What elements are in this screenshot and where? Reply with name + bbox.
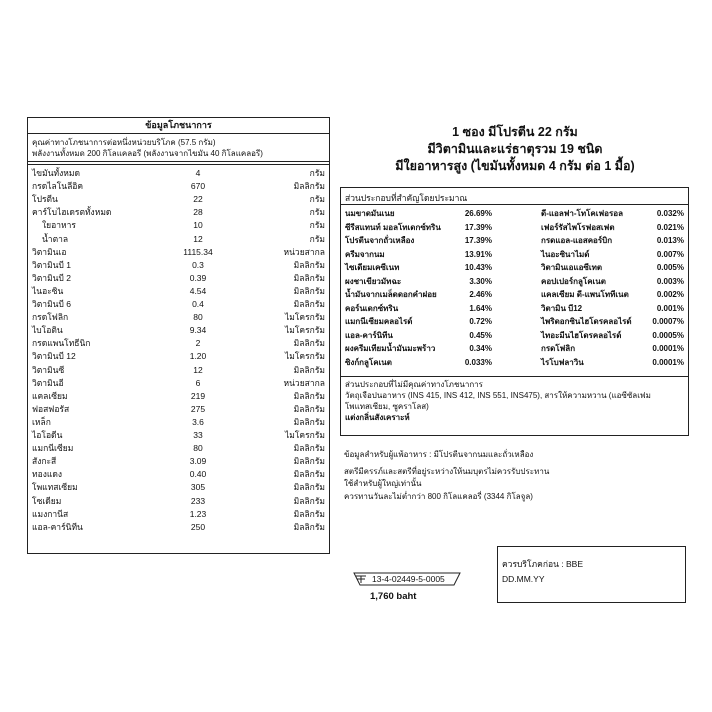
nutrient-unit: มิลลิกรัม	[293, 403, 325, 414]
nutrient-value: 9.34	[189, 325, 207, 336]
nutrient-row	[28, 273, 329, 284]
vitamin-claim: มีวิตามินและแร่ธาตุรวม 19 ชนิด	[427, 142, 603, 156]
nutrient-name: วิตามินบี 6	[32, 299, 71, 309]
energy-total: พลังงานทั้งหมด 200 กิโลแคลอรี (พลังงานจากไขมัน 40 กิโลแคลอรี)	[32, 149, 263, 158]
nutrient-value: 80	[193, 312, 203, 323]
ingredient-percent: 13.91%	[464, 249, 492, 259]
ingredient-name: ซิงก์กลูโคเนต	[345, 357, 392, 367]
nutrient-name: โปรตีน	[32, 194, 58, 205]
ingredient-percent: 0.34%	[469, 344, 492, 353]
bbe-label: ควรบริโภคก่อน : BBE	[502, 559, 583, 569]
nutrient-unit: มิลลิกรัม	[293, 390, 325, 401]
protein-claim: 1 ซอง มีโปรตีน 22 กรัม	[452, 125, 578, 139]
nutrient-value: 1.23	[189, 508, 207, 519]
flavoring-line: แต่งกลิ่นสังเคราะห์	[345, 413, 410, 422]
nutrient-value: 28	[193, 207, 203, 218]
ingredient-percent: 0.45%	[469, 330, 492, 340]
nutrient-row	[28, 417, 329, 428]
ingredient-percent: 10.43%	[464, 263, 492, 272]
nutrient-name: แมกนีเซียม	[32, 443, 74, 454]
nutrient-name: วิตามินเอ	[32, 246, 67, 257]
nutrient-row	[28, 456, 329, 467]
ingredient-name: ผงชาเขียวมัทฉะ	[345, 276, 402, 286]
nutrient-value: 2	[195, 338, 201, 349]
nutrient-name: แคลเซียม	[32, 390, 68, 401]
nutrient-value: 0.3	[192, 259, 204, 270]
ingredient-name: ครีมจากนม	[345, 249, 385, 259]
nutrient-row	[28, 325, 329, 336]
ingredient-row	[345, 343, 492, 355]
nutrient-unit: มิลลิกรัม	[293, 416, 325, 427]
nutrient-row	[28, 509, 329, 520]
ingredient-percent: 26.69%	[464, 209, 492, 218]
ingredient-row	[345, 303, 492, 315]
adults-only: ใช้สำหรับผู้ใหญ่เท่านั้น	[344, 479, 422, 488]
ingredient-row	[541, 235, 684, 247]
nutrient-name: ไนอะซิน	[32, 285, 64, 296]
ingredient-row	[345, 357, 492, 369]
ingredients-box	[340, 187, 689, 436]
ingredient-name: วิตามินเอแอซีเทต	[541, 263, 603, 272]
nutrient-unit: กรัม	[309, 233, 325, 244]
ingredient-row	[541, 249, 684, 261]
ingredient-name: ไนอะซินาไมด์	[541, 249, 590, 259]
bbe-date: DD.MM.YY	[502, 574, 545, 584]
ingredient-row	[541, 222, 684, 234]
ingredient-row	[345, 276, 492, 288]
nutrient-unit: มิลลิกรัม	[293, 508, 325, 519]
nutrient-value: 0.4	[192, 299, 204, 309]
nutrient-row	[28, 482, 329, 493]
divider	[341, 204, 688, 205]
ingredient-row	[541, 262, 684, 274]
nutrient-value: 80	[193, 443, 203, 454]
nutrient-name: แอล-คาร์นิทีน	[32, 521, 83, 532]
nutrient-unit: มิลลิกรัม	[293, 285, 325, 296]
nutrient-unit: มิลลิกรัม	[293, 181, 325, 192]
ingredient-percent: 0.033%	[464, 357, 492, 367]
ingredient-percent: 0.002%	[656, 290, 684, 299]
ingredient-row	[541, 276, 684, 288]
nutrient-value: 250	[190, 521, 206, 532]
nutrient-unit: หน่วยสากล	[283, 377, 325, 388]
ingredient-name: เฟอร์รัสไพโรฟอสเฟต	[541, 222, 615, 232]
nutrient-name: เหล็ก	[32, 416, 51, 427]
nutrient-value: 0.40	[189, 469, 207, 480]
other-ingredients-title: ส่วนประกอบที่ไม่มีคุณค่าทางโภชนาการ	[345, 380, 483, 389]
other-ingredients	[345, 379, 651, 423]
ingredient-row	[541, 208, 684, 220]
nutrient-unit: มิลลิกรัม	[293, 272, 325, 283]
ingredient-percent: 0.021%	[656, 222, 684, 232]
ingredient-row	[345, 235, 492, 247]
fiber-claim: มีใยอาหารสูง (ไขมันทั้งหมด 4 กรัม ต่อ 1 มื้อ)	[395, 159, 635, 173]
ingredient-percent: 0.0007%	[652, 317, 684, 326]
ingredient-percent: 0.032%	[656, 209, 684, 218]
serving-info	[32, 137, 263, 159]
nutrient-row	[28, 181, 329, 192]
nutrient-name: น้ำตาล	[42, 233, 69, 244]
pregnancy-warning: สตรีมีครรภ์และสตรีที่อยู่ระหว่างให้นมบุตรไม่ควรรับประทาน	[344, 466, 550, 476]
nutrient-value: 219	[190, 390, 206, 401]
ingredient-percent: 17.39%	[464, 236, 492, 245]
ingredient-name: นมขาดมันเนย	[345, 209, 395, 218]
nutrient-value: 3.6	[192, 416, 204, 427]
nutrient-row	[28, 247, 329, 258]
nutrient-name: วิตามินซี	[32, 364, 65, 375]
nutrient-unit: ไมโครกรัม	[284, 325, 325, 336]
nutrient-unit: มิลลิกรัม	[293, 495, 325, 506]
best-before-box	[497, 546, 686, 603]
nutrient-value: 4	[195, 168, 201, 178]
nutrient-value: 1.20	[189, 351, 207, 362]
nutrient-value: 12	[193, 233, 203, 244]
nutrient-unit: กรัม	[309, 220, 325, 231]
nutrient-value: 233	[190, 495, 206, 506]
divider	[28, 164, 329, 165]
nutrient-unit: กรัม	[309, 194, 325, 205]
ingredient-name: ไทอะมีนไฮโดรคลอไรด์	[541, 330, 622, 340]
nutrient-row	[28, 194, 329, 205]
ingredient-name: แคลเซียม ดี-แพนโททีเนต	[541, 290, 629, 299]
nutrient-name: ไขมันทั้งหมด	[32, 168, 80, 178]
ingredient-percent: 0.72%	[469, 317, 492, 326]
ingredient-name: กรดโฟลิก	[541, 344, 576, 353]
nutrient-row	[28, 496, 329, 507]
nutrient-row	[28, 168, 329, 179]
nutrient-value: 4.54	[189, 285, 207, 296]
nutrient-row	[28, 299, 329, 310]
nutrient-row	[28, 312, 329, 323]
ingredient-row	[541, 330, 684, 342]
nutrient-unit: กรัม	[309, 207, 325, 218]
nutrient-name: วิตามินบี 2	[32, 272, 71, 283]
fda-registration-stamp	[352, 571, 462, 587]
ingredient-row	[345, 262, 492, 274]
additives-line: วัตถุเจือปนอาหาร (INS 415, INS 412, INS 551, INS475), สารให้ความหวาน (แอซีซัลเฟม	[345, 391, 651, 400]
additives-line: โพแทสเซียม, ซูคราโลส)	[345, 402, 429, 411]
nutrient-row	[28, 260, 329, 271]
nutrient-unit: มิลลิกรัม	[293, 364, 325, 375]
nutrient-row	[28, 365, 329, 376]
nutrient-row	[28, 207, 329, 218]
ingredient-row	[345, 222, 492, 234]
nutrient-value: 12	[193, 364, 203, 375]
ingredient-percent: 2.46%	[469, 290, 492, 299]
ingredients-title: ส่วนประกอบที่สำคัญโดยประมาณ	[345, 193, 468, 203]
nutrient-name: กรดไลโนลีอิค	[32, 181, 84, 192]
price: 1,760 baht	[370, 591, 417, 602]
calorie-advice: ควรทานวันละไม่ต่ำกว่า 800 กิโลแคลอรี่ (3344 กิโลจูล)	[344, 491, 533, 501]
ingredient-name: แอล-คาร์นิทีน	[345, 330, 393, 340]
nutrient-unit: กรัม	[309, 168, 325, 178]
nutrient-unit: มิลลิกรัม	[293, 521, 325, 532]
nutrient-row	[28, 391, 329, 402]
ingredient-row	[541, 316, 684, 328]
nutrient-unit: มิลลิกรัม	[293, 469, 325, 480]
nutrient-unit: มิลลิกรัม	[293, 456, 325, 467]
ingredient-name: แมกนีเซียมคลอไรด์	[345, 317, 413, 326]
nutrient-name: ทองแดง	[32, 469, 63, 480]
ingredient-percent: 3.30%	[469, 276, 492, 286]
nutrient-name: กรดโฟลิก	[32, 312, 69, 323]
nutrient-unit: มิลลิกรัม	[293, 443, 325, 454]
nutrient-value: 1115.34	[183, 246, 213, 257]
ingredient-row	[345, 289, 492, 301]
nutrient-name: ไอโอดีน	[32, 430, 63, 440]
ingredient-row	[541, 357, 684, 369]
registration-number: 13-4-02449-5-0005	[372, 574, 445, 584]
ingredient-name: ไพริดอกซินไฮโดรคลอไรด์	[541, 317, 632, 326]
nutrient-value: 305	[190, 482, 206, 493]
nutrient-unit: มิลลิกรัม	[293, 482, 325, 493]
ingredient-percent: 1.64%	[469, 303, 492, 313]
ingredient-name: คอปเปอร์กลูโคเนต	[541, 276, 606, 286]
nutrient-name: วิตามินบี 12	[32, 351, 76, 362]
ingredient-percent: 0.0005%	[652, 330, 684, 340]
nutrient-row	[28, 469, 329, 480]
nutrient-unit: ไมโครกรัม	[284, 351, 325, 362]
ingredient-percent: 0.001%	[656, 303, 684, 313]
nutrient-value: 10	[193, 220, 203, 231]
ingredient-row	[345, 330, 492, 342]
nutrient-value: 22	[193, 194, 203, 205]
ingredient-percent: 17.39%	[464, 222, 492, 232]
ingredient-name: ไรโบฟลาวิน	[541, 357, 584, 367]
nutrient-name: ไบโอติน	[32, 325, 63, 336]
nutrient-row	[28, 234, 329, 245]
nutrient-row	[28, 338, 329, 349]
nutrient-value: 275	[190, 403, 206, 414]
ingredient-row	[541, 289, 684, 301]
ingredient-percent: 0.007%	[656, 249, 684, 259]
nutrient-row	[28, 522, 329, 533]
nutrient-unit: มิลลิกรัม	[293, 299, 325, 309]
ingredient-name: ผงครีมเทียมน้ำมันมะพร้าว	[345, 344, 436, 353]
nutrient-value: 6	[195, 377, 201, 388]
divider	[341, 376, 688, 377]
ingredient-percent: 0.0001%	[652, 357, 684, 367]
nutrient-value: 3.09	[189, 456, 207, 467]
nutrient-value: 0.39	[189, 272, 207, 283]
ingredient-name: น้ำมันจากเมล็ดดอกคำฝอย	[345, 290, 437, 299]
ingredient-row	[541, 343, 684, 355]
nutrient-unit: มิลลิกรัม	[293, 338, 325, 349]
nutrient-name: โซเดียม	[32, 495, 62, 506]
nutrient-value: 33	[193, 430, 203, 440]
ingredient-row	[345, 208, 492, 220]
ingredient-row	[345, 249, 492, 261]
nutrient-row	[28, 286, 329, 297]
nutrition-title: ข้อมูลโภชนาการ	[145, 120, 212, 130]
advice-block	[344, 449, 549, 503]
nutrient-row	[28, 443, 329, 454]
nutrient-unit: ไมโครกรัม	[284, 312, 325, 323]
nutrient-row	[28, 220, 329, 231]
nutrient-name: สังกะสี	[32, 456, 57, 467]
nutrient-name: ใยอาหาร	[42, 220, 76, 231]
nutrient-name: กรดแพนโทธีนิก	[32, 338, 91, 349]
nutrient-name: วิตามินอี	[32, 377, 64, 388]
nutrient-name: คาร์โบไฮเดรตทั้งหมด	[32, 207, 112, 218]
ingredient-row	[541, 303, 684, 315]
nutrient-row	[28, 378, 329, 389]
nutrient-row	[28, 351, 329, 362]
ingredient-name: ไซเดียมเคซีเนท	[345, 263, 400, 272]
allergy-info: ข้อมูลสำหรับผู้แพ้อาหาร : มีโปรตีนจากนมและถั่วเหลือง	[344, 450, 534, 459]
nutrient-name: โพแทสเซียม	[32, 482, 78, 493]
divider	[28, 161, 329, 162]
nutrient-name: ฟอสฟอรัส	[32, 403, 70, 414]
ingredient-name: กรดแอล-แอสคอร์บิก	[541, 236, 613, 245]
ingredient-percent: 0.013%	[656, 236, 684, 245]
nutrient-value: 670	[190, 181, 206, 192]
nutrition-facts-panel	[27, 117, 330, 554]
product-claims	[340, 124, 690, 175]
ingredient-name: คอร์นเดกซ์ทริน	[345, 303, 399, 313]
serving-size: คุณค่าทางโภชนาการต่อหนึ่งหน่วยบริโภค (57.5 กรัม)	[32, 138, 216, 147]
nutrient-name: แมงกานีส	[32, 508, 69, 519]
nutrient-unit: มิลลิกรัม	[293, 259, 325, 270]
nutrient-row	[28, 430, 329, 441]
ingredient-name: ดี-แอลฟา-โทโคเฟอรอล	[541, 209, 623, 218]
nutrient-unit: ไมโครกรัม	[284, 430, 325, 440]
ingredient-name: โปรตีนจากถั่วเหลือง	[345, 236, 415, 245]
divider	[28, 133, 329, 134]
ingredient-percent: 0.005%	[656, 263, 684, 272]
ingredient-name: ซีรีสแทนท์ มอลโทเดกซ์ทริน	[345, 222, 441, 232]
ingredient-percent: 0.003%	[656, 276, 684, 286]
nutrient-unit: หน่วยสากล	[283, 246, 325, 257]
nutrient-name: วิตามินบี 1	[32, 259, 71, 270]
nutrient-row	[28, 404, 329, 415]
ingredient-row	[345, 316, 492, 328]
ingredient-name: วิตามิน บี12	[541, 303, 583, 313]
ingredient-percent: 0.0001%	[652, 344, 684, 353]
